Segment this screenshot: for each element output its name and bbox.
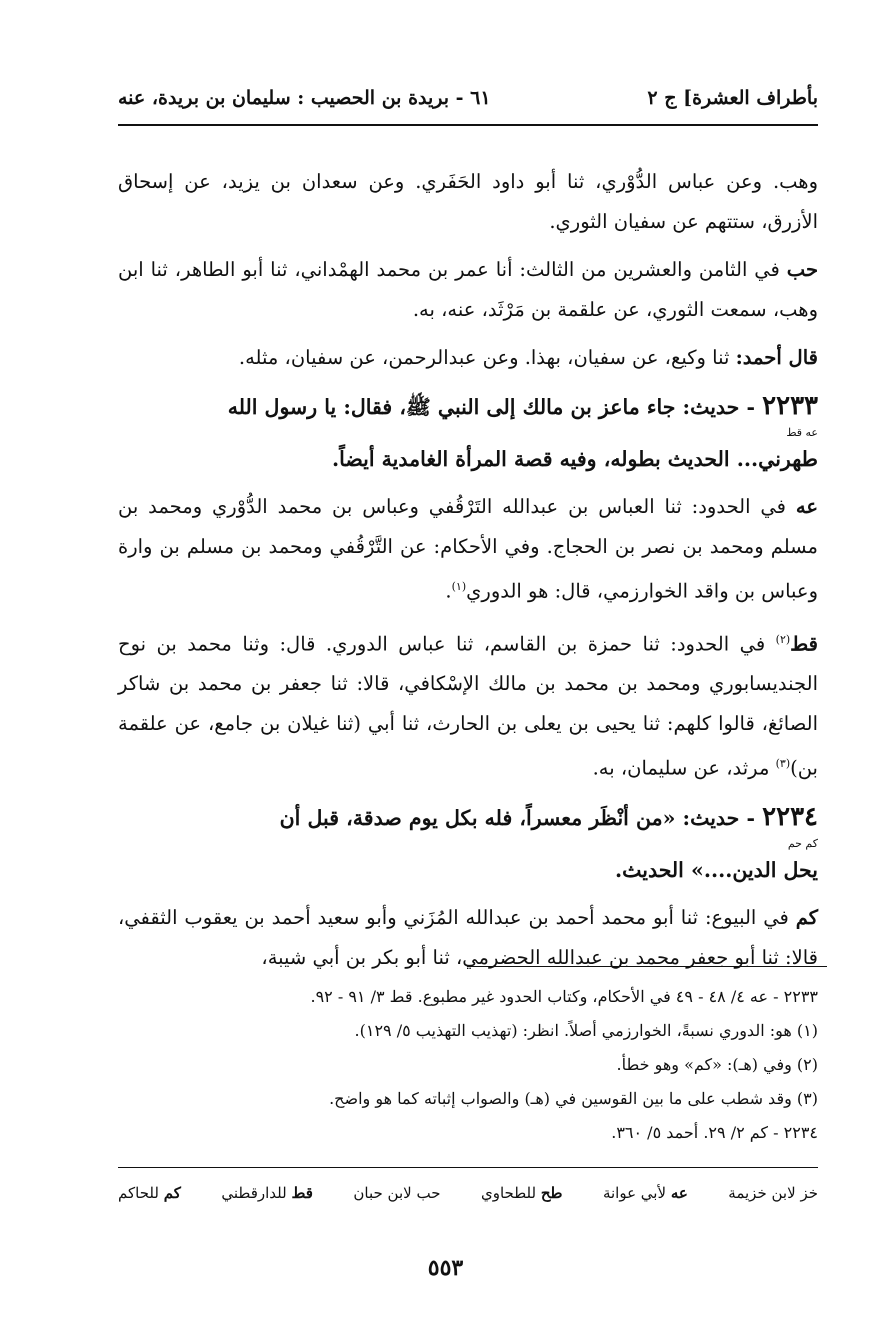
legend-label: كم xyxy=(163,1184,181,1202)
footnote: ٢٢٣٤ - كم ٢/ ٢٩. أحمد ٥/ ٣٦٠. xyxy=(611,1123,818,1142)
paragraph xyxy=(118,162,818,242)
hadith-heading: - حديث: «من أنْظَر معسراً، فله بكل يوم صدقة، قبل أن xyxy=(279,805,763,830)
paragraph xyxy=(118,620,818,789)
footnote: (١) هو: الدوري نسبةً، الخوارزمي أصلاً. انظر: (تهذيب التهذيب ٥/ ١٢٩). xyxy=(354,1021,818,1040)
legend-label: حب xyxy=(416,1184,441,1202)
header-rule xyxy=(118,124,818,126)
legend-item xyxy=(728,1184,818,1202)
hadith-number: ٢٢٣٣ xyxy=(762,391,818,421)
legend-item xyxy=(603,1184,688,1202)
source-abbreviation: حب xyxy=(786,258,818,281)
paragraph-text: وهب. وعن عباس الدُّوْري، ثنا أبو داود الحَفَري. وعن سعدان بن يزيد، عن إسحاق الأزرق، ستتهم عن سفيان الثوري. xyxy=(118,170,818,233)
paragraph-tail: . xyxy=(445,579,452,603)
legend-rule xyxy=(118,1167,818,1168)
legend-description: لابن خزيمة xyxy=(728,1184,796,1202)
legend-description: للدارقطني xyxy=(221,1184,287,1202)
footnotes xyxy=(118,980,818,1150)
legend-item xyxy=(481,1184,562,1202)
paragraph-text: في الحدود: ثنا حمزة بن القاسم، ثنا عباس الدوري. قال: وثنا محمد بن نوح الجنديسابوري ومحمد بن محمد بن مالك الإسْكافي، قالا: ثنا جعفر بن محمد بن شاكر الصائغ، قالوا كلهم: ثنا يحيى بن يعلى بن الحارث، ثنا أبي (ثنا غيلان بن جامع، عن علقمة بن) xyxy=(118,632,818,780)
legend-description: لابن حبان xyxy=(353,1184,412,1202)
paragraph-text: في الحدود: ثنا العباس بن عبدالله التَرْقُفي وعباس بن محمد الدُّوْري ومحمد بن مسلم ومحمد بن نصر بن الحجاج. وفي الأحكام: عن التَّرْقُفي ومحمد بن مسلم بن وارة وعباس بن واقد الخوارزمي، قال: هو الدوري xyxy=(118,495,818,603)
page-number: ٥٥٣ xyxy=(427,1255,464,1281)
hadith-heading-continued: طهرني... الحديث بطوله، وفيه قصة المرأة الغامدية أيضاً. xyxy=(331,447,818,471)
paragraph-text: في الثامن والعشرين من الثالث: أنا عمر بن محمد الهمْداني، ثنا أبو الطاهر، ثنا ابن وهب، سمعت الثوري، عن علقمة بن مَرْثَد، عنه، به. xyxy=(118,258,818,321)
hadith-entry-2233 xyxy=(118,386,818,479)
hadith-entry-2234 xyxy=(118,797,818,890)
footnote: (٣) وقد شطب على ما بين القوسين في (هـ) والصواب إثباته كما هو واضح. xyxy=(329,1089,818,1108)
legend-description: للحاكم xyxy=(118,1184,159,1202)
legend-label: عه xyxy=(670,1184,688,1202)
paragraph-tail: مرثد، عن سليمان، به. xyxy=(592,756,776,780)
paragraph xyxy=(118,250,818,330)
legend-item xyxy=(221,1184,313,1202)
hadith-sigla: كم حم xyxy=(787,836,818,850)
legend-item xyxy=(118,1184,181,1202)
legend-label: قط xyxy=(291,1184,313,1202)
footnote-marker: (١) xyxy=(451,580,467,593)
source-abbreviation: قط xyxy=(790,632,818,655)
footnote-marker: (٢) xyxy=(775,632,791,646)
hadith-heading-continued: يحل الدين....» الحديث. xyxy=(614,857,818,882)
abbreviation-legend xyxy=(118,1184,818,1202)
source-abbreviation: كم xyxy=(795,905,818,929)
paragraph xyxy=(118,487,818,612)
legend-description: للطحاوي xyxy=(480,1184,537,1202)
header-volume-title: بأطراف العشرة] ج ٢ xyxy=(647,87,818,109)
legend-item xyxy=(353,1184,440,1202)
header-chapter-title: ٦١ - بريدة بن الحصيب : سليمان بن بريدة، عنه xyxy=(118,87,491,109)
source-abbreviation: عه xyxy=(795,495,818,518)
hadith-heading: - حديث: جاء ماعز بن مالك إلى النبي ﷺ، فقال: يا رسول الله xyxy=(227,395,763,419)
legend-label: طح xyxy=(540,1184,563,1202)
footnote: ٢٢٣٣ - عه ٤/ ٤٨ - ٤٩ في الأحكام، وكتاب الحدود غير مطبوع. قط ٣/ ٩١ - ٩٢. xyxy=(310,987,818,1006)
running-header xyxy=(118,80,818,116)
source-abbreviation: قال أحمد: xyxy=(735,346,818,369)
hadith-sigla: عه قط xyxy=(786,426,818,439)
paragraph-text: ثنا وكيع، عن سفيان، بهذا. وعن عبدالرحمن، عن سفيان، مثله. xyxy=(238,346,736,369)
paragraph-text: في البيوع: ثنا أبو محمد أحمد بن عبدالله المُزَني وأبو سعيد أحمد بن يعقوب الثقفي، قالا: ثنا أبو جعفر محمد بن عبدالله الحضرمي، ثنا أبو بكر بن أبي شيبة، xyxy=(118,905,818,969)
legend-description: لأبي عوانة xyxy=(602,1184,667,1202)
footnote: (٢) وفي (هـ): «كم» وهو خطأ. xyxy=(616,1055,818,1074)
main-text xyxy=(118,162,818,986)
legend-label: خز xyxy=(800,1184,818,1202)
hadith-number: ٢٢٣٤ xyxy=(762,801,818,832)
footnote-marker: (٣) xyxy=(775,757,791,770)
footnote-rule xyxy=(467,966,827,967)
paragraph xyxy=(118,338,818,378)
